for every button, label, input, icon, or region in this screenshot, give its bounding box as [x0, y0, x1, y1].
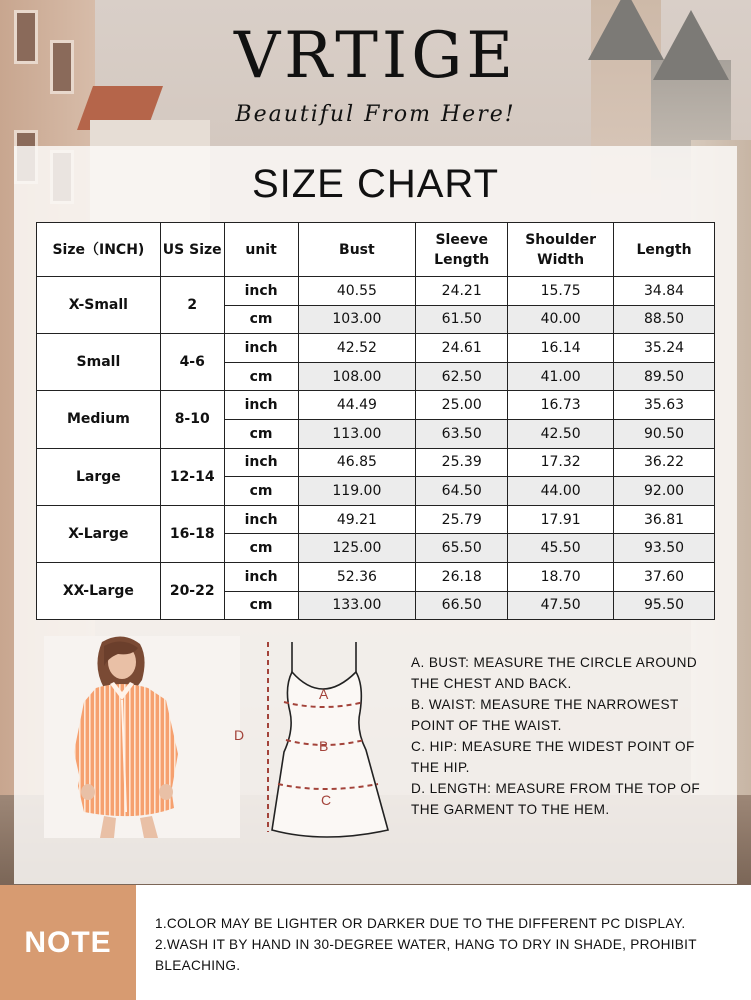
table-row: [37, 562, 715, 591]
diagram-label-b: B: [319, 738, 329, 754]
bust-cell: 42.52: [298, 334, 416, 363]
column-header-size: Size（INCH): [37, 223, 161, 277]
bust-cell: 49.21: [298, 505, 416, 534]
unit-cell: cm: [224, 591, 298, 620]
column-header-bust: Bust: [298, 223, 416, 277]
diagram-label-c: C: [321, 792, 332, 808]
us-size-cell: 20-22: [160, 562, 224, 619]
table-row: [37, 505, 715, 534]
us-size-cell: 16-18: [160, 505, 224, 562]
shoulder-width-cell: 17.91: [508, 505, 614, 534]
length-cell: 88.50: [614, 305, 715, 334]
column-header-us-size: US Size: [160, 223, 224, 277]
shoulder-width-cell: 16.14: [508, 334, 614, 363]
unit-cell: inch: [224, 334, 298, 363]
us-size-cell: 2: [160, 277, 224, 334]
sleeve-length-cell: 66.50: [416, 591, 508, 620]
column-header-shoulder-width: Shoulder Width: [508, 223, 614, 277]
shoulder-width-cell: 18.70: [508, 562, 614, 591]
us-size-cell: 4-6: [160, 334, 224, 391]
note-section: [0, 885, 751, 1000]
size-name-cell: Large: [37, 448, 161, 505]
column-header-sleeve-length: Sleeve Length: [416, 223, 508, 277]
instruction-length: D. LENGTH: MEASURE FROM THE TOP OF THE GARMENT TO THE HEM.: [411, 781, 701, 817]
instruction-waist: B. WAIST: MEASURE THE NARROWEST POINT OF THE WAIST.: [411, 697, 679, 733]
shoulder-width-cell: 17.32: [508, 448, 614, 477]
diagram-label-a: A: [319, 686, 329, 702]
bust-cell: 119.00: [298, 477, 416, 506]
sleeve-length-cell: 24.21: [416, 277, 508, 306]
length-cell: 93.50: [614, 534, 715, 563]
length-cell: 36.22: [614, 448, 715, 477]
length-cell: 35.63: [614, 391, 715, 420]
bust-cell: 40.55: [298, 277, 416, 306]
unit-cell: inch: [224, 562, 298, 591]
instruction-bust: A. BUST: MEASURE THE CIRCLE AROUND THE CHEST AND BACK.: [411, 655, 698, 691]
us-size-cell: 12-14: [160, 448, 224, 505]
shoulder-width-cell: 44.00: [508, 477, 614, 506]
table-row: [37, 277, 715, 306]
size-chart-table: [36, 222, 715, 620]
unit-cell: cm: [224, 305, 298, 334]
shoulder-width-cell: 42.50: [508, 419, 614, 448]
size-name-cell: XX-Large: [37, 562, 161, 619]
bust-cell: 133.00: [298, 591, 416, 620]
sleeve-length-cell: 26.18: [416, 562, 508, 591]
measurement-diagram: [228, 632, 408, 847]
size-name-cell: X-Small: [37, 277, 161, 334]
size-chart-title: SIZE CHART: [251, 162, 500, 206]
unit-cell: cm: [224, 477, 298, 506]
unit-cell: cm: [224, 419, 298, 448]
shoulder-width-cell: 40.00: [508, 305, 614, 334]
unit-cell: cm: [224, 534, 298, 563]
bust-cell: 125.00: [298, 534, 416, 563]
note-line-color: 1.COLOR MAY BE LIGHTER OR DARKER DUE TO THE DIFFERENT PC DISPLAY.: [155, 916, 686, 931]
table-row: [37, 334, 715, 363]
length-cell: 90.50: [614, 419, 715, 448]
brand-logo: VRTIGE: [233, 19, 518, 93]
length-cell: 34.84: [614, 277, 715, 306]
unit-cell: inch: [224, 277, 298, 306]
us-size-cell: 8-10: [160, 391, 224, 448]
note-text: [155, 913, 745, 976]
sleeve-length-cell: 62.50: [416, 362, 508, 391]
table-header-row: [37, 223, 715, 277]
size-name-cell: X-Large: [37, 505, 161, 562]
shoulder-width-cell: 15.75: [508, 277, 614, 306]
shoulder-width-cell: 16.73: [508, 391, 614, 420]
sleeve-length-cell: 65.50: [416, 534, 508, 563]
unit-cell: inch: [224, 505, 298, 534]
sleeve-length-cell: 25.00: [416, 391, 508, 420]
length-cell: 95.50: [614, 591, 715, 620]
shoulder-width-cell: 41.00: [508, 362, 614, 391]
note-line-wash: 2.WASH IT BY HAND IN 30-DEGREE WATER, HANG TO DRY IN SHADE, PROHIBIT BLEACHING.: [155, 937, 697, 973]
sleeve-length-cell: 25.39: [416, 448, 508, 477]
sleeve-length-cell: 61.50: [416, 305, 508, 334]
unit-cell: inch: [224, 448, 298, 477]
column-header-length: Length: [614, 223, 715, 277]
model-illustration: [44, 636, 240, 838]
note-badge: NOTE: [0, 885, 136, 1000]
bust-cell: 108.00: [298, 362, 416, 391]
dress-outline: [228, 632, 408, 847]
measurement-instructions: [411, 652, 721, 820]
bust-cell: 113.00: [298, 419, 416, 448]
length-cell: 37.60: [614, 562, 715, 591]
sleeve-length-cell: 63.50: [416, 419, 508, 448]
size-name-cell: Medium: [37, 391, 161, 448]
length-cell: 92.00: [614, 477, 715, 506]
model-photo: [44, 636, 240, 838]
table-row: [37, 391, 715, 420]
length-cell: 89.50: [614, 362, 715, 391]
length-cell: 36.81: [614, 505, 715, 534]
sleeve-length-cell: 64.50: [416, 477, 508, 506]
brand-tagline: Beautiful From Here!: [235, 102, 516, 127]
bust-cell: 46.85: [298, 448, 416, 477]
shoulder-width-cell: 47.50: [508, 591, 614, 620]
sleeve-length-cell: 24.61: [416, 334, 508, 363]
bust-cell: 44.49: [298, 391, 416, 420]
instruction-hip: C. HIP: MEASURE THE WIDEST POINT OF THE HIP.: [411, 739, 695, 775]
shoulder-width-cell: 45.50: [508, 534, 614, 563]
unit-cell: inch: [224, 391, 298, 420]
unit-cell: cm: [224, 362, 298, 391]
bust-cell: 103.00: [298, 305, 416, 334]
length-cell: 35.24: [614, 334, 715, 363]
diagram-label-d: D: [234, 727, 245, 743]
sleeve-length-cell: 25.79: [416, 505, 508, 534]
size-name-cell: Small: [37, 334, 161, 391]
table-row: [37, 448, 715, 477]
bust-cell: 52.36: [298, 562, 416, 591]
column-header-unit: unit: [224, 223, 298, 277]
